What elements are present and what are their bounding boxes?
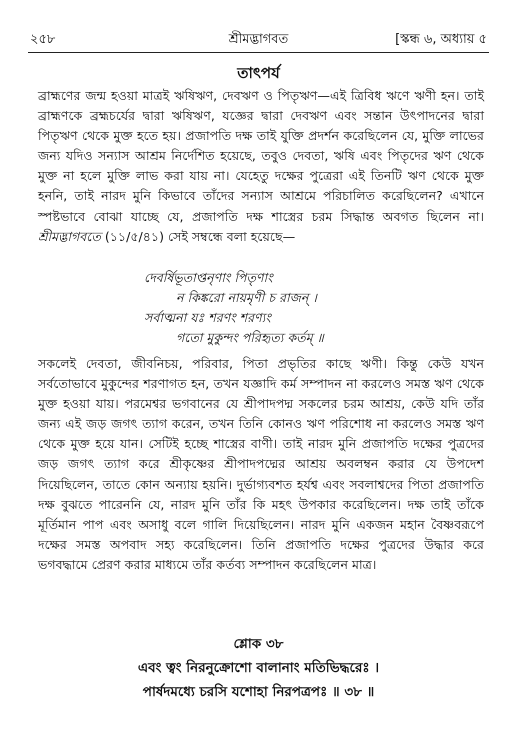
sloka-line-2: পার্ষদমধ্যে চরসি যশোহা নিরপত্রপঃ ॥ ৩৮ ॥ — [142, 684, 375, 700]
sloka-line-1: এবং ত্বং নিরনুক্রোশো বালানাং মতিভিদ্ধরেঃ । — [137, 660, 380, 676]
running-title: শ্রীমদ্ভাগবত — [228, 32, 289, 47]
page-number: ২৫৮ — [30, 32, 56, 47]
purport-paragraph-1 — [38, 86, 484, 247]
quoted-verse-line-3: সর্বাত্মনা যঃ শরণং শরণ্যং — [144, 310, 271, 325]
purport-paragraph-2: সকলেই দেবতা, জীবনিচয়, পরিবার, পিতা প্রভৃতির কাছে ঋণী। কিন্তু কেউ যখন সর্বতোভাবে মুকুন্দের শরণাগত হন, তখন যজ্ঞাদি কর্ম সম্পাদন না করলেও সমস্ত ঋণ থেকে মুক্ত হওয়া যায়। পরমেশ্বর ভগবানের যে শ্রীপাদপদ্ম সকলের চরম আশ্রয়, কেউ যদি তাঁর জন্য এই জড় জগৎ ত্যাগ করেন, তখন তিনি কোনও ঋণ পরিশোধ না করলেও সমস্ত ঋণ থেকে মুক্ত হয়ে যান। সেটিই হচ্ছে শাস্ত্রের বাণী। তাই নারদ মুনি প্রজাপতি দক্ষের পুত্রদের জড় জগৎ ত্যাগ করে শ্রীকৃষ্ণের শ্রীপাদপদ্মের আশ্রয় অবলম্বন করার যে উপদেশ দিয়েছিলেন, তাতে কোন অন্যায় হয়নি। দুর্ভাগ্যবশত হর্যশ্ব এবং সবলাশ্বদের পিতা প্রজাপতি দক্ষ বুঝতে পারেননি যে, নারদ মুনি তাঁর কি মহৎ উপকার করেছিলেন। দক্ষ তাই তাঁকে মূর্তিমান পাপ এবং অসাধু বলে গালি দিয়েছিলেন। নারদ মুনি একজন মহান বৈষ্ণবরূপে দক্ষের সমস্ত অপবাদ সহ্য করেছিলেন। তিনি প্রজাপতি দক্ষের পুত্রদের উদ্ধার করে ভগবদ্ধামে প্রেরণ করার মাধ্যমে তাঁর কর্তব্য সম্পাদন করেছিলেন মাত্র। — [38, 356, 484, 572]
quoted-verse-line-2: ন কিঙ্করো নায়মৃণী চ রাজন্ । — [176, 290, 317, 305]
page-header — [30, 30, 487, 50]
purport-heading: তাৎপর্য — [237, 64, 280, 82]
quoted-verse-line-4: গতো মুকুন্দং পরিহৃত্য কর্তম্ ॥ — [176, 330, 324, 345]
purport-paragraph-1-text: ব্রাহ্মণের জন্ম হওয়া মাত্রই ঋষিঋণ, দেবঋণ ও পিতৃঋণ—এই ত্রিবিধ ঋণে ঋণী হন। তাই ব্রাহ্মণকে ব্রহ্মচর্যের দ্বারা ঋষিঋণ, যজ্ঞের দ্বারা দেবঋণ এবং সন্তান উৎপাদনের দ্বারা পিতৃঋণ থেকে মুক্ত হতে হয়। প্রজাপতি দক্ষ তাই যুক্তি প্রদর্শন করেছিলেন যে, মুক্তি লাভের জন্য যদিও সন্যাস আশ্রম নির্দেশিত হয়েছে, তবুও দেবতা, ঋষি এবং পিতৃদের ঋণ থেকে মুক্ত না হলে মুক্তি লাভ করা যায় না। যেহেতু দক্ষের পুত্রেরা এই তিনটি ঋণ থেকে মুক্ত হননি, তাই নারদ মুনি কিভাবে তাঁদের সন্যাস আশ্রমে পরিচালিত করেছিলেন? এখানে স্পষ্টভাবে বোঝা যাচ্ছে যে, প্রজাপতি দক্ষ শাস্ত্রের চরম সিদ্ধান্ত অবগত ছিলেন না। — [38, 88, 484, 224]
quoted-verse-line-1: দেবর্ষিভূতাপ্তনৃণাং পিতৃণাং — [144, 270, 273, 285]
canto-chapter-reference: [স্কন্ধ ৬, অধ্যায় ৫ — [395, 32, 487, 47]
purport-paragraph-1-tail: (১১/৫/৪১) সেই সম্বন্ধে বলা হয়েছে— — [104, 228, 296, 244]
scripture-citation: শ্রীমদ্ভাগবতে — [38, 228, 101, 244]
header-divider — [28, 52, 489, 53]
sloka-heading: শ্লোক ৩৮ — [233, 636, 284, 652]
